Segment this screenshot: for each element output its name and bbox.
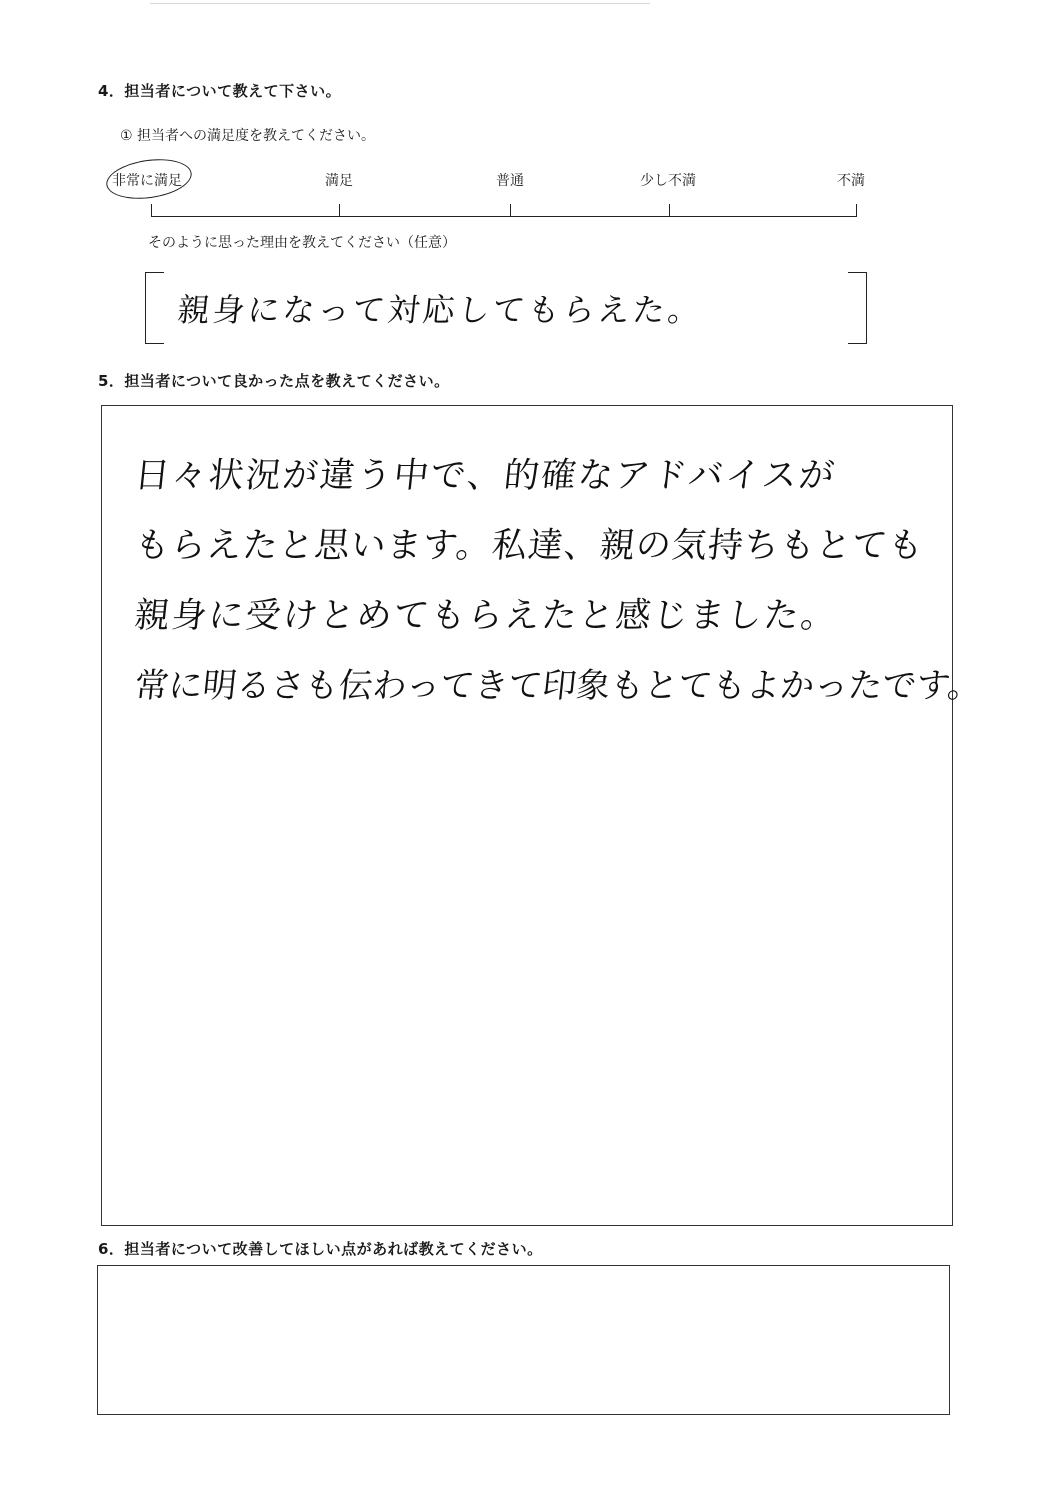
question-4-title: 4．担当者について教えて下さい。: [98, 82, 342, 100]
scale-tick: [669, 204, 670, 217]
answer-line-1: 日々状況が違う中で、的確なアドバイスが: [132, 456, 839, 496]
question-5-title: 5．担当者について良かった点を教えてください。: [98, 372, 450, 390]
reason-label: そのように思った理由を教えてください（任意）: [148, 235, 456, 251]
reason-handwritten-answer[interactable]: 親身になって対応してもらえた。: [175, 291, 705, 329]
satisfaction-sub-question: ① 担当者への満足度を教えてください。: [120, 128, 375, 144]
scale-tick: [856, 204, 857, 217]
scale-tick: [151, 204, 152, 217]
answer-line-3: 親身に受けとめてもらえたと感じました。: [132, 596, 840, 636]
reason-bracket-left: [145, 272, 164, 344]
scale-option-neutral[interactable]: 普通: [496, 173, 524, 189]
scale-option-slightly-dissatisfied[interactable]: 少し不満: [640, 173, 696, 189]
improvement-answer-box[interactable]: [97, 1265, 950, 1415]
scale-option-very-satisfied[interactable]: 非常に満足: [112, 173, 182, 189]
satisfaction-scale-line: [151, 216, 857, 217]
scale-option-satisfied[interactable]: 満足: [325, 173, 353, 189]
answer-line-4: 常に明るさも伝わってきて印象もとてもよかったです。: [132, 666, 984, 706]
scale-option-dissatisfied[interactable]: 不満: [837, 173, 865, 189]
question-6-title: 6．担当者について改善してほしい点があれば教えてください。: [98, 1240, 543, 1258]
scan-edge-line: [150, 3, 650, 4]
selection-circle-mark: [104, 154, 194, 204]
answer-line-2: もらえたと思います。私達、親の気持ちもとても: [132, 526, 926, 566]
reason-bracket-right: [848, 272, 867, 344]
scale-tick: [510, 204, 511, 217]
scale-tick: [339, 204, 340, 217]
